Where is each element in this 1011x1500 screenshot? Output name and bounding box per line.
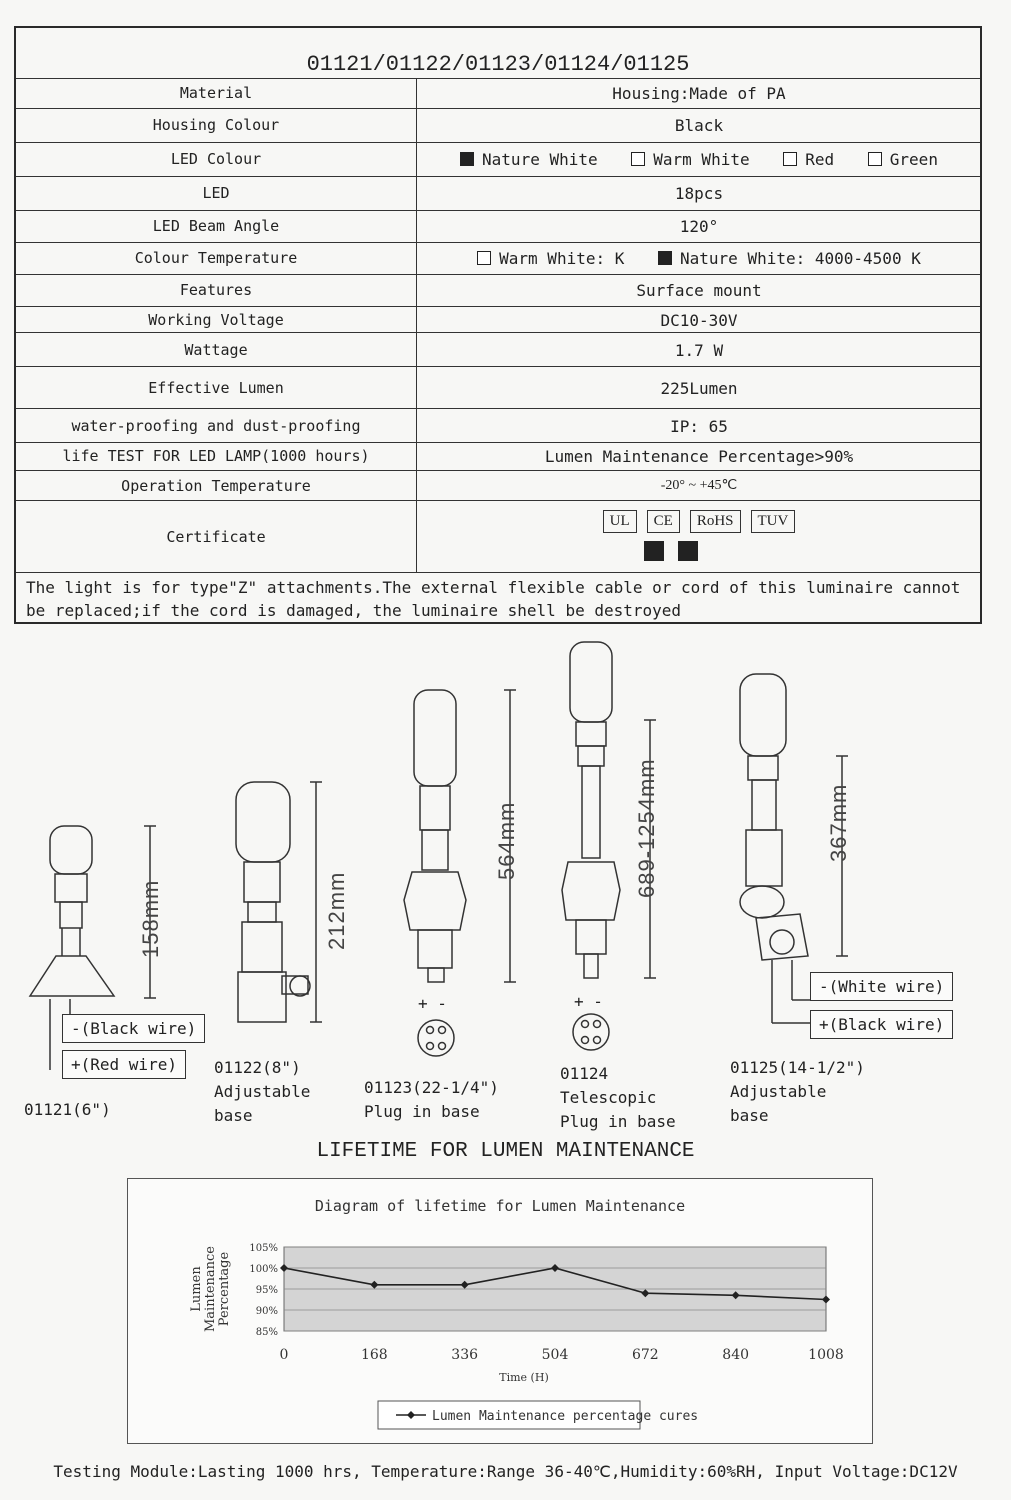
checkbox-empty-icon: [783, 152, 797, 166]
model-01125-desc: Adjustable base: [730, 1082, 827, 1125]
cert-ul: UL: [603, 510, 637, 533]
testing-conditions: Testing Module:Lasting 1000 hrs, Temperature:Range 36-40℃,Humidity:60%RH, Input Voltage:DC12V: [53, 1462, 958, 1481]
x-tick-label: 840: [722, 1347, 750, 1363]
row-value-life-test: Lumen Maintenance Percentage>90%: [544, 447, 854, 466]
x-tick-labels: [280, 1347, 844, 1363]
row-value-led-colour: [418, 150, 980, 169]
dimension-01122: 212mm: [324, 871, 349, 950]
table-rule: [16, 366, 980, 367]
cert-ce-selected-icon: [644, 541, 664, 561]
checkbox-checked-icon: [658, 251, 672, 265]
lumen-maintenance-chart: [128, 1179, 872, 1443]
table-rule: [16, 108, 980, 109]
table-rule: [16, 274, 980, 275]
row-label-led-colour: LED Colour: [170, 150, 262, 168]
dimension-01123: 564mm: [494, 801, 519, 880]
table-rule: [16, 408, 980, 409]
row-value-certificate: [418, 510, 980, 565]
row-value-wattage: 1.7 W: [674, 341, 724, 360]
row-label-working-voltage: Working Voltage: [148, 311, 284, 329]
row-label-beam-angle: LED Beam Angle: [152, 217, 280, 235]
row-label-ip: water-proofing and dust-proofing: [71, 417, 361, 435]
option-green: [868, 150, 938, 169]
row-value-led: 18pcs: [674, 184, 724, 203]
y-axis-label-line: Maintenance: [203, 1246, 218, 1332]
model-01122-code: 01122(8"): [214, 1058, 301, 1077]
row-label-material: Material: [179, 84, 253, 102]
wire-label-black-plus: +(Black wire): [810, 1010, 953, 1039]
table-rule: [16, 572, 980, 573]
table-rule: [16, 332, 980, 333]
x-tick-label: 672: [631, 1347, 659, 1363]
x-tick-label: 1008: [808, 1347, 844, 1363]
spec-title: 01121/01122/01123/01124/01125: [306, 52, 690, 77]
checkbox-empty-icon: [868, 152, 882, 166]
polarity-01124: + -: [574, 992, 603, 1011]
checkbox-empty-icon: [477, 251, 491, 265]
row-value-material: Housing:Made of PA: [612, 84, 786, 103]
chart-frame: [127, 1178, 873, 1444]
option-nature-white-temp: [658, 249, 921, 268]
row-value-colour-temperature: [418, 249, 980, 268]
model-01124-code: 01124: [560, 1064, 609, 1083]
row-value-ip: IP: 65: [670, 417, 728, 436]
table-rule: [16, 500, 980, 501]
table-rule: [16, 470, 980, 471]
option-nature-white: [460, 150, 598, 169]
wire-label-black-minus: -(Black wire): [62, 1014, 205, 1043]
option-label: Red: [805, 150, 835, 169]
row-label-operation-temp: Operation Temperature: [121, 477, 311, 495]
table-rule: [16, 142, 980, 143]
x-tick-label: 0: [279, 1347, 289, 1363]
row-label-wattage: Wattage: [184, 341, 248, 359]
row-value-effective-lumen: 225Lumen: [660, 379, 738, 398]
wire-label-red-plus: +(Red wire): [62, 1050, 186, 1079]
table-rule: [16, 176, 980, 177]
polarity-01123: + -: [418, 994, 447, 1013]
table-column-rule: [416, 78, 417, 572]
y-tick-label: 90%: [255, 1306, 278, 1317]
cert-rohs: RoHS: [690, 510, 741, 533]
y-tick-label: 85%: [255, 1327, 278, 1338]
x-axis-label: Time (H): [499, 1371, 549, 1384]
option-label: Warm White: K: [499, 249, 625, 268]
legend-label: Lumen Maintenance percentage cures: [432, 1409, 699, 1424]
legend: [378, 1401, 698, 1429]
option-red: [783, 150, 834, 169]
cert-ce: CE: [647, 510, 680, 533]
y-tick-label: 95%: [255, 1285, 278, 1296]
x-tick-label: 168: [360, 1347, 388, 1363]
dimension-01124: 689-1254mm: [634, 758, 659, 898]
chart-title: Diagram of lifetime for Lumen Maintenance: [314, 1197, 686, 1215]
row-value-working-voltage: DC10-30V: [660, 311, 738, 330]
y-tick-labels: [249, 1243, 278, 1338]
row-label-features: Features: [179, 281, 253, 299]
row-label-housing-colour: Housing Colour: [152, 116, 280, 134]
table-rule: [16, 442, 980, 443]
y-axis-label-line: Percentage: [217, 1251, 232, 1327]
model-01123-desc: Plug in base: [364, 1102, 480, 1121]
table-rule: [16, 306, 980, 307]
y-tick-label: 105%: [249, 1243, 278, 1254]
option-warm-white-temp: [477, 249, 624, 268]
row-label-colour-temperature: Colour Temperature: [134, 249, 298, 267]
model-01123-code: 01123(22-1/4"): [364, 1078, 499, 1097]
row-value-housing-colour: Black: [674, 116, 724, 135]
table-rule: [16, 242, 980, 243]
y-axis-label: [189, 1246, 232, 1332]
cable-note: The light is for type"Z" attachments.The external flexible cable or cord of this luminaire cannot be replaced;if the cord is damaged, the luminaire shell be destroyed: [26, 578, 961, 620]
wire-label-white-minus: -(White wire): [810, 972, 953, 1001]
row-value-beam-angle: 120°: [679, 217, 719, 236]
row-label-effective-lumen: Effective Lumen: [148, 379, 284, 397]
cert-tuv: TUV: [751, 510, 796, 533]
row-label-led: LED: [202, 184, 230, 202]
checkbox-checked-icon: [460, 152, 474, 166]
option-label: Green: [889, 150, 938, 169]
row-label-certificate: Certificate: [166, 528, 266, 546]
lifetime-heading: LIFETIME FOR LUMEN MAINTENANCE: [316, 1140, 695, 1163]
row-label-life-test: life TEST FOR LED LAMP(1000 hours): [62, 447, 370, 465]
model-01121-code: 01121(6"): [24, 1100, 111, 1119]
option-label: Warm White: [653, 150, 750, 169]
y-axis-label-line: Lumen: [189, 1266, 204, 1312]
model-01124-desc: Telescopic Plug in base: [560, 1088, 676, 1131]
model-01125-code: 01125(14-1/2"): [730, 1058, 865, 1077]
option-warm-white: [631, 150, 749, 169]
dimension-01121: 158mm: [138, 879, 163, 958]
table-rule: [16, 210, 980, 211]
x-tick-label: 504: [541, 1347, 569, 1363]
checkbox-empty-icon: [631, 152, 645, 166]
y-tick-label: 100%: [249, 1264, 278, 1275]
option-label: Nature White: [482, 150, 598, 169]
dimension-01125: 367mm: [826, 783, 851, 862]
lamp-01122-drawing: [236, 782, 322, 1022]
table-rule: [16, 78, 980, 79]
cert-rohs-selected-icon: [678, 541, 698, 561]
model-01122-desc: Adjustable base: [214, 1082, 311, 1125]
option-label: Nature White: 4000-4500 K: [680, 249, 921, 268]
x-tick-label: 336: [451, 1347, 479, 1363]
row-value-operation-temp: -20° ~ +45℃: [660, 478, 738, 493]
row-value-features: Surface mount: [636, 281, 762, 300]
spec-table: [14, 26, 982, 624]
